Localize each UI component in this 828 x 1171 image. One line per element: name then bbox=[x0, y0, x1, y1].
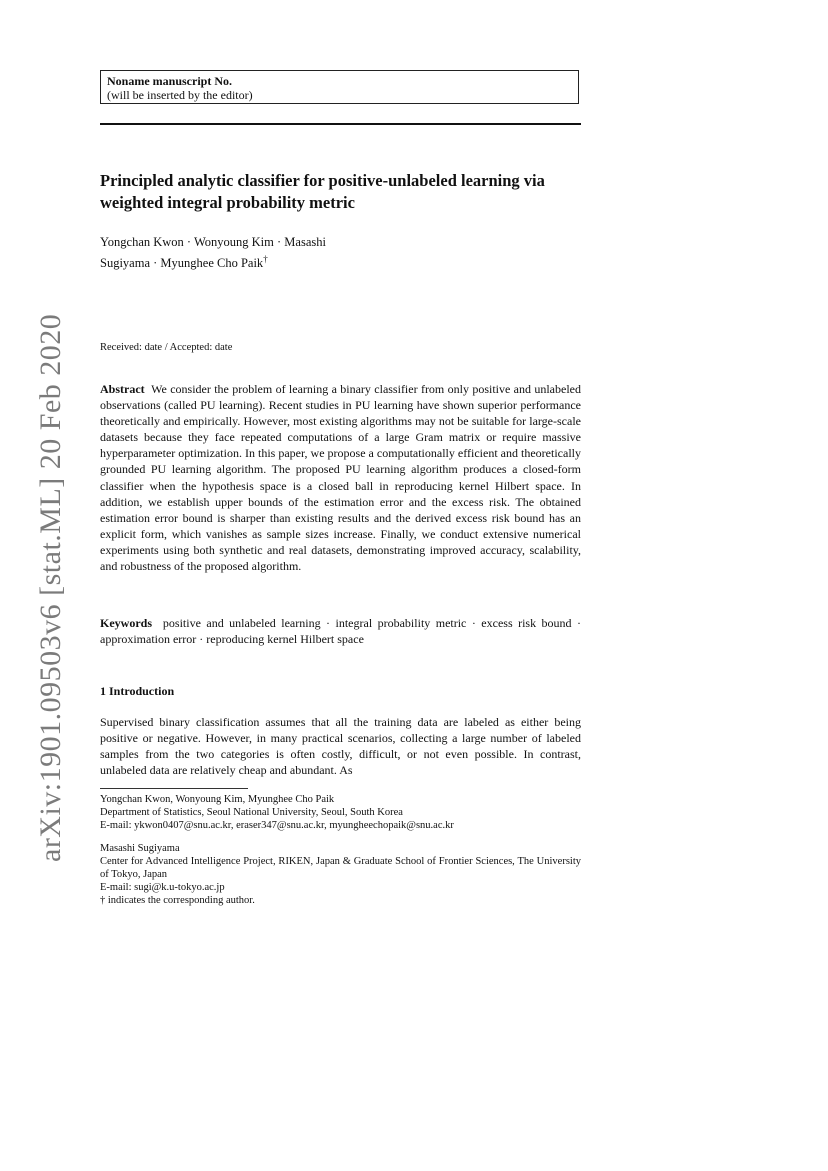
author-line-2 bbox=[100, 251, 580, 272]
footnote-author-2: Masashi Sugiyama bbox=[100, 843, 180, 854]
manuscript-number: Noname manuscript No. bbox=[107, 74, 232, 88]
footnote-affiliation-2: Center for Advanced Intelligence Project, RIKEN, Japan & Graduate School of Frontier Sciences, The University of Tokyo, Japan bbox=[100, 856, 581, 880]
arxiv-stamp: arXiv:1901.09503v6 [stat.ML] 20 Feb 2020 bbox=[34, 313, 67, 862]
footnote-corresponding-note: † indicates the corresponding author. bbox=[100, 895, 255, 906]
footnote-authors-1: Yongchan Kwon, Wonyoung Kim, Myunghee Cho Paik bbox=[100, 794, 335, 805]
header-rule bbox=[100, 123, 581, 125]
author-list bbox=[100, 234, 580, 271]
keywords-text: positive and unlabeled learning · integral probability metric · excess risk bound · approximation error · reproducing kernel Hilbert space bbox=[100, 616, 581, 647]
footnote-rule bbox=[100, 788, 248, 789]
abstract-text: We consider the problem of learning a binary classifier from only positive and unlabeled observations (called PU learning). Recent studies in PU learning have shown superior performance theoretically and empirically. However, most existing algorithms may not be suitable for large-scale datasets because they face repeated computations of a large Gram matrix or require massive hyperparameter optimization. In this paper, we propose a computationally efficient and theoretically grounded PU learning algorithm. The proposed PU learning algorithm produces a closed-form classifier when the hypothesis space is a closed ball in reproducing kernel Hilbert space. In addition, we establish upper bounds of the estimation error and the excess risk. The obtained estimation error bound is sharper than existing results and the derived excess risk bound has an explicit form, which vanishes as sample sizes increase. Finally, we conduct extensive numerical experiments using both synthetic and real datasets, demonstrating improved accuracy, scalability, and robustness of the proposed algorithm. bbox=[100, 382, 581, 574]
received-accepted-date: Received: date / Accepted: date bbox=[100, 342, 233, 353]
footnote-email-1: E-mail: ykwon0407@snu.ac.kr, eraser347@snu.ac.kr, myungheechopaik@snu.ac.kr bbox=[100, 820, 454, 831]
footnote-affiliation-1: Department of Statistics, Seoul National University, Seoul, South Korea bbox=[100, 807, 403, 818]
paper-title: Principled analytic classifier for positive-unlabeled learning via weighted integral probability metric bbox=[100, 171, 545, 212]
footnote-email-2: E-mail: sugi@k.u-tokyo.ac.jp bbox=[100, 882, 225, 893]
footnotes bbox=[100, 793, 581, 907]
abstract bbox=[100, 381, 581, 574]
editor-note: (will be inserted by the editor) bbox=[107, 88, 253, 102]
keywords-label: Keywords bbox=[100, 616, 152, 630]
corresponding-dagger: † bbox=[263, 253, 268, 264]
introduction-paragraph: Supervised binary classification assumes that all the training data are labeled as either being positive or negative. However, in many practical scenarios, collecting a large number of labeled samples from the two categories is often costly, difficult, or not even possible. In contrast, unlabeled data are relatively cheap and abundant. As bbox=[100, 715, 581, 778]
manuscript-header-box bbox=[100, 70, 579, 104]
author-line-1: Yongchan Kwon · Wonyoung Kim · Masashi bbox=[100, 235, 326, 249]
keywords bbox=[100, 615, 581, 647]
author-line-2-text: Sugiyama · Myunghee Cho Paik bbox=[100, 255, 264, 270]
abstract-label: Abstract bbox=[100, 382, 145, 396]
section-heading-introduction: 1 Introduction bbox=[100, 684, 175, 698]
